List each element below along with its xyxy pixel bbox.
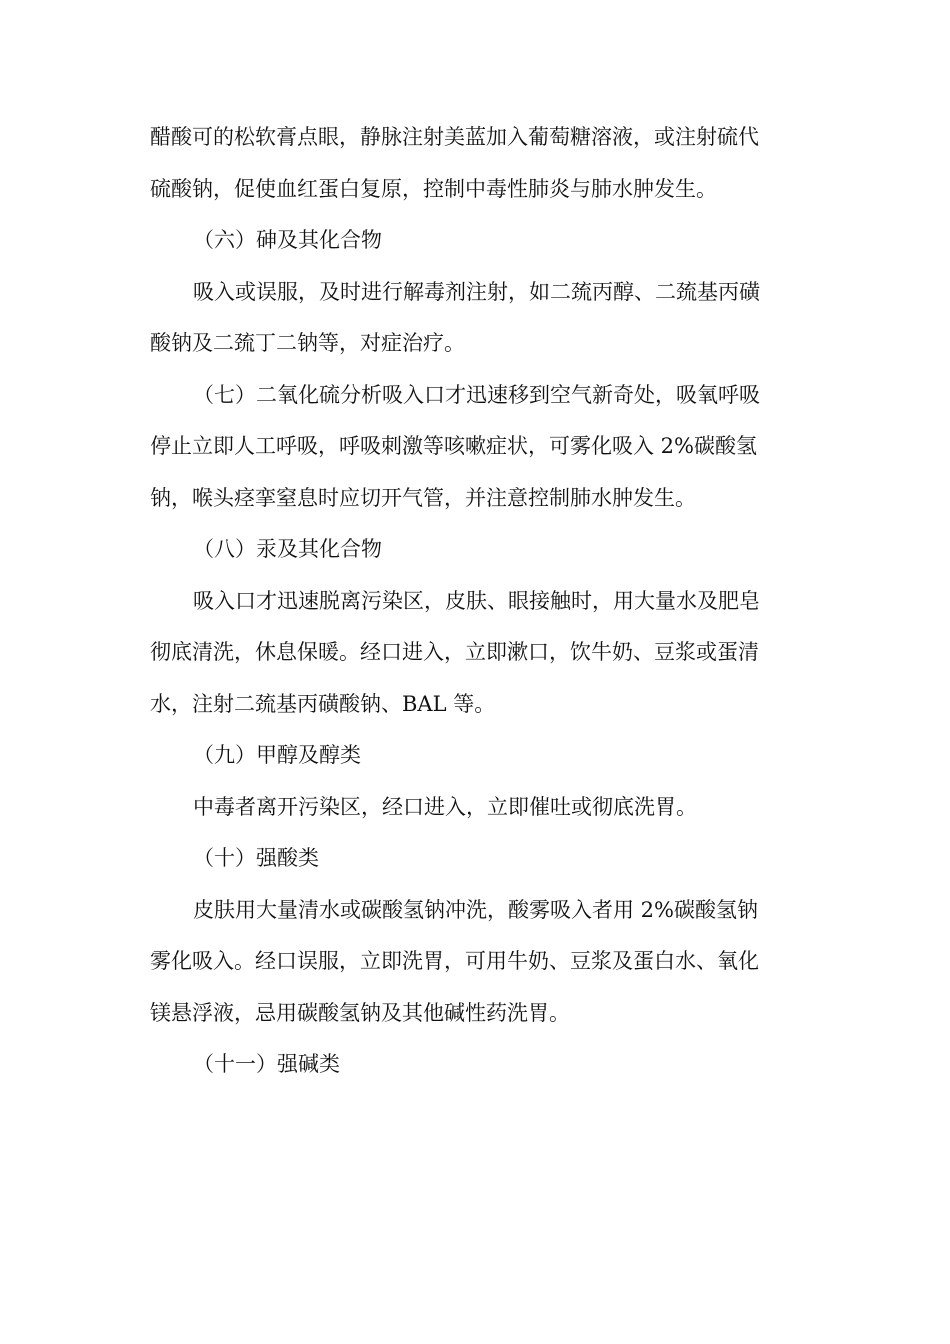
- section-heading-eleven: （十一）强碱类: [193, 1052, 340, 1076]
- text-line: 吸入口才迅速脱离污染区，皮肤、眼接触时，用大量水及肥皂: [193, 589, 760, 613]
- text-line: 镁悬浮液，忌用碳酸氢钠及其他碱性药洗胃。: [150, 1001, 570, 1025]
- text-line: 停止立即人工呼吸，呼吸刺激等咳嗽症状，可雾化吸入 2%碳酸氢: [150, 434, 757, 458]
- text-line: 雾化吸入。经口误服，立即洗胃，可用牛奶、豆浆及蛋白水、氧化: [150, 949, 759, 973]
- text-line: 水，注射二巯基丙磺酸钠、BAL 等。: [150, 692, 496, 716]
- text-line: 硫酸钠，促使血红蛋白复原，控制中毒性肺炎与肺水肿发生。: [150, 177, 717, 201]
- text-line: 钠，喉头痉挛窒息时应切开气管，并注意控制肺水肿发生。: [150, 486, 696, 510]
- text-line: 醋酸可的松软膏点眼，静脉注射美蓝加入葡萄糖溶液，或注射硫代: [150, 125, 759, 149]
- text-line: 皮肤用大量清水或碳酸氢钠冲洗，酸雾吸入者用 2%碳酸氢钠: [193, 898, 758, 922]
- section-heading-ten: （十）强酸类: [193, 846, 319, 870]
- section-heading-nine: （九）甲醇及醇类: [193, 743, 361, 767]
- section-heading-six: （六）砷及其化合物: [193, 228, 382, 252]
- text-line: 吸入或误服，及时进行解毒剂注射，如二巯丙醇、二巯基丙磺: [193, 280, 760, 304]
- section-heading-seven: （七）二氧化硫分析吸入口才迅速移到空气新奇处，吸氧呼吸: [193, 383, 760, 407]
- text-line: 中毒者离开污染区，经口进入，立即催吐或彻底洗胃。: [193, 795, 697, 819]
- section-heading-eight: （八）汞及其化合物: [193, 537, 382, 561]
- text-line: 酸钠及二巯丁二钠等，对症治疗。: [150, 331, 465, 355]
- text-line: 彻底清洗，休息保暖。经口进入，立即漱口，饮牛奶、豆浆或蛋清: [150, 640, 759, 664]
